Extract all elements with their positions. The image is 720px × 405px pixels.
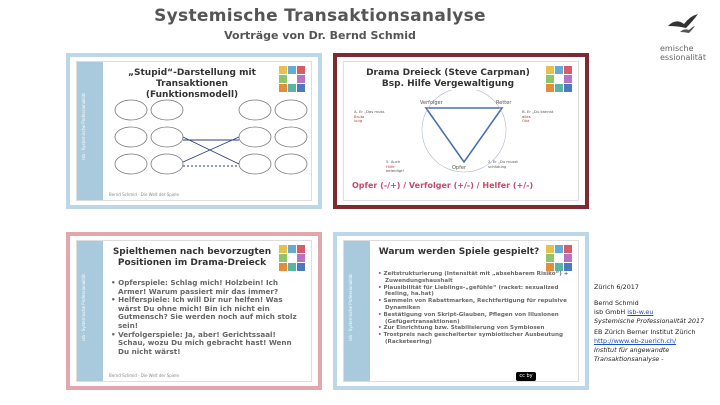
cube-tile [288,84,296,92]
slide-title-line-2: Bsp. Hilfe Vergewaltigung [381,79,515,89]
note-mid-left [386,160,404,174]
slide-title-line-1: Spielthemen nach bevorzugten [112,247,272,257]
info-eb-topic: Transaktionsanalyse - [594,355,664,363]
cube-tile [297,66,305,74]
cube-tile [297,254,305,262]
cube-tile [288,75,296,83]
cube-tile [564,66,572,74]
cube-tile [555,254,563,262]
bullet-item: • Plausibilität für Lieblings-„gefühle“ (racket: sexualized feeling, ha.hat) [378,284,559,298]
slide-side-label: isb · Systemische Professionalität [81,93,86,160]
creative-commons-badge: cc by [516,372,536,381]
bullet-item: • Zeitstrukturierung (Intensität mit „absehbarem Risiko“) + Zuwendungshaushalt [378,271,569,284]
note-mid-right [488,160,518,169]
bullet-item: • Sammeln von Rabattmarken, Rechtfertigung für repulsive Dynamiken [378,298,567,311]
cube-tile [288,254,296,262]
note-mid-right-1: 2. Er „Du musst [488,159,518,164]
isb-link[interactable]: isb-w.eu [627,308,654,316]
cube-tile [564,254,572,262]
slide-body [343,61,579,201]
cube-tile [279,84,287,92]
page-subtitle: Vorträge von Dr. Bernd Schmid [224,29,416,42]
bullet-item: • Opferspiele: Schlag mich! Holzbein! Ich Armer! Warum passiert mir das immer? [111,278,279,296]
label-opfer: Opfer [452,165,467,171]
cube-tile [288,245,296,253]
cube-logo-icon [279,66,305,92]
cube-tile [288,263,296,271]
slide-title-line-1: „Stupid“-Darstellung mit [128,68,256,78]
slide-body [76,61,312,201]
slide-body [343,240,579,382]
bullet-item: • Trostpreis nach gescheiterter symbiotischer Ausbeutung (Racketeering) [378,332,563,345]
note-left-sub2: lung [354,118,363,123]
logo-line-1: emische [660,44,694,53]
cube-tile [546,245,554,253]
cube-logo-icon [279,245,305,271]
bullet-list [378,271,572,346]
cube-tile [555,75,563,83]
cube-tile [555,66,563,74]
info-eb-dept: Institut für angewandte [594,346,670,354]
slide-thumbnail-drama-triangle[interactable] [333,53,589,209]
slide-footer: Bernd Schmid · Die Welt der Spiele [109,192,179,197]
bird-flock-icon [662,8,702,38]
note-left-sub: Bruta [354,113,365,119]
ego-state-diagram [109,92,313,202]
note-mid-left-3: beleidigt! [386,168,405,173]
slide-title [354,68,542,90]
cube-tile [279,254,287,262]
note-right-head: B. Er „Du kannst [522,109,554,114]
note-right-sub: alles [522,113,531,119]
note-left-head: A. Er „Das muss [354,109,385,114]
slide-body [76,240,312,382]
slide-thumbnail-transactions[interactable] [66,53,322,209]
eb-link[interactable]: http://www.eb-zuerich.ch/ [594,337,677,345]
slide-side-label: isb · Systemische Professionalität [81,274,86,341]
cube-tile [546,263,554,271]
cube-tile [279,263,287,271]
info-eb-block [594,328,695,364]
cube-tile [564,245,572,253]
cube-tile [546,66,554,74]
label-retter: Retter [496,100,512,106]
note-left [354,110,384,124]
cube-tile [564,263,572,271]
cube-tile [279,66,287,74]
bullet-list [111,279,305,356]
note-right [522,110,553,124]
slide-title [109,247,275,269]
info-author: Bernd Schmid [594,299,639,307]
cube-tile [297,75,305,83]
logo-text [660,44,706,62]
cube-tile [297,84,305,92]
slide-title-line-2: Transaktionen (Funktionsmodell) [145,79,239,100]
drama-positions-line: Opfer (-/+) / Verfolger (+/-) / Helfer (+/-) [352,181,534,190]
slide-thumbnail-game-themes[interactable] [66,232,322,390]
cube-tile [279,245,287,253]
slide-title-line-2: Positionen im Drama-Dreieck [117,258,267,268]
slide-side-bar [344,241,370,381]
cube-logo-icon [546,245,572,271]
bullet-item: • Zur Einrichtung bzw. Stabilisierung von Symbiosen [378,325,545,332]
slide-side-bar [77,241,103,381]
info-isb [594,308,704,317]
cube-tile [297,245,305,253]
bullet-item: • Verfolgerspiele: Ja, aber! Gerichtssaal! Schau, wozu Du mich gebracht hast! Wenn Du nicht wärst! [111,329,292,356]
slide-footer: Bernd Schmid · Die Welt der Spiele [109,373,179,378]
note-mid-left-1: 5. Auch [386,159,401,164]
page-title: Systemische Transaktionsanalyse [154,6,486,26]
note-mid-left-2: Hilfe [386,163,395,169]
info-isb-tag: Systemische Professionalität 2017 [594,317,705,325]
logo-line-2: essionalität [660,53,706,62]
note-right-sub2: Oka [522,118,530,123]
info-author-block [594,299,704,326]
cube-tile [546,75,554,83]
cube-tile [279,75,287,83]
slide-title-line-1: Drama Dreieck (Steve Carpman) [366,68,530,78]
cube-logo-icon [546,66,572,92]
bullet-item: • Bestätigung von Skript-Glauben, Pflegen von Illusionen (Gefügertransaktionen) [378,311,559,325]
cube-tile [297,263,305,271]
info-eb: EB Zürich Berner Institut Zürich [594,328,696,336]
slide-side-bar [77,62,103,200]
info-date: Zürich 6/2017 [594,283,639,291]
slide-thumbnail-why-games[interactable] [333,232,589,390]
label-verfolger: Verfolger [420,100,443,106]
cube-tile [546,254,554,262]
cube-tile [288,66,296,74]
bullet-item: • Helferspiele: Ich will Dir nur helfen! Was wärst Du ohne mich! Bin ich nicht ein Gutmensch? Sie werden noch auf mich stolz sein! [111,295,297,330]
cube-tile [555,263,563,271]
slide-title: Warum werden Spiele gespielt? [378,247,540,257]
slide-side-label: isb · Systemische Professionalität [348,274,353,341]
note-mid-right-2: schädung [488,163,507,169]
cube-tile [555,245,563,253]
info-isb-prefix: isb GmbH [594,308,628,316]
cube-tile [564,75,572,83]
